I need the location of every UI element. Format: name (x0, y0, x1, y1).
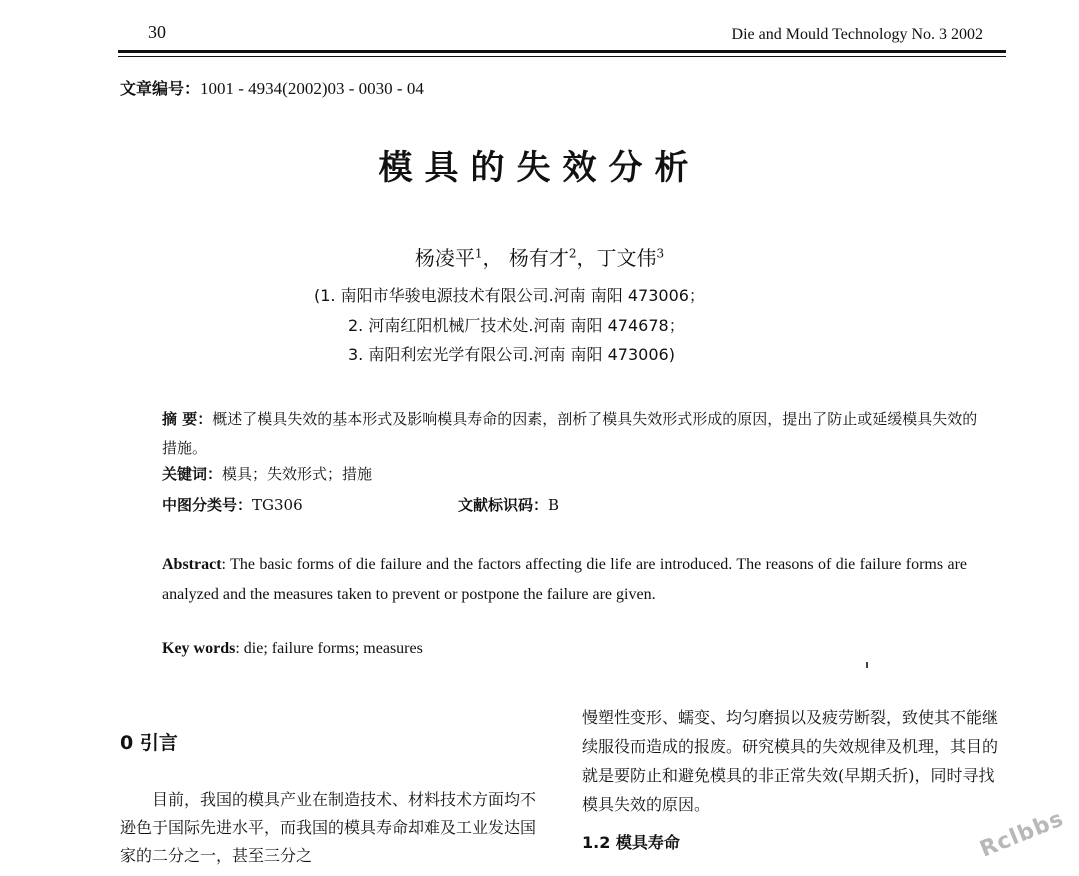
watermark-logo: Rclbbs (976, 806, 1068, 863)
keywords-cn-label: 关键词： (162, 465, 223, 483)
journal-header: Die and Mould Technology No. 3 2002 (731, 26, 983, 43)
affiliation-1: (1. 南阳市华骏电源技术有限公司.河南 南阳 473006； (314, 286, 705, 305)
keywords-en-label: Key words (162, 640, 236, 657)
author-sup: 2 (568, 246, 577, 261)
keywords-en-text: die; failure forms; measures (243, 640, 423, 657)
article-number (120, 76, 424, 99)
header-rule-thin (118, 56, 1006, 57)
article-number-value: 1001 - 4934(2002)03 - 0030 - 04 (200, 79, 424, 98)
section-heading-intro: 0 引言 (120, 732, 178, 754)
page-number: 30 (148, 22, 166, 42)
paper-title: 模具的失效分析 (378, 148, 701, 188)
classification-value: TG306 (252, 496, 303, 514)
document-code-value: B (548, 496, 560, 514)
left-column (120, 786, 550, 870)
classification-label: 中图分类号： (162, 496, 253, 514)
document-code (458, 494, 559, 515)
document-code-label: 文献标识码： (458, 496, 549, 514)
article-number-label: 文章编号： (120, 79, 201, 98)
affiliation-2: 2. 河南红阳机械厂技术处.河南 南阳 474678； (348, 316, 685, 335)
author-name: 杨凌平 (414, 246, 475, 270)
keywords-chinese (162, 463, 372, 484)
abstract-en-text: The basic forms of die failure and the factors affecting die life are introduced. The reasons of die failure forms are analyzed and the measures taken to prevent or postpone the failure are given. (162, 556, 968, 603)
body-paragraph: 慢塑性变形、蠕变、均匀磨损以及疲劳断裂，致使其不能继续服役而造成的报废。研究模具的失效规律及机理，其目的就是要防止和避免模具的非正常失效(早期夭折)，同时寻找模具失效的原因。 (582, 708, 999, 814)
keywords-cn-text: 模具；失效形式；措施 (222, 465, 373, 483)
abstract-english: Abstract: The basic forms of die failure and the factors affecting die life are introduced. The reasons of die failure forms are analyzed and the measures taken to prevent or postpone the failure are given. (162, 556, 968, 603)
abstract-en-label: Abstract (162, 556, 222, 573)
body-paragraph: 目前，我国的模具产业在制造技术、材料技术方面均不逊色于国际先进水平，而我国的模具寿命却难及工业发达国家的二分之一，甚至三分之 (120, 790, 537, 865)
header-rule (118, 50, 1006, 53)
author-sup: 1 (474, 246, 483, 261)
abstract-cn-text: 概述了模具失效的基本形式及影响模具寿命的因素，剖析了模具失效形式形成的原因，提出了防止或延缓模具失效的措施。 (162, 410, 978, 457)
right-column (582, 703, 1002, 819)
author-name: 杨有才 (508, 246, 569, 270)
abstract-chinese (162, 405, 982, 463)
author-list: 杨凌平$^1$， 杨有才$^2$，丁文伟$^3$ (414, 246, 665, 270)
abstract-cn-label: 摘 要： (162, 410, 213, 428)
classification-number (162, 494, 303, 515)
author-name: 丁文伟 (596, 246, 657, 270)
author-sup: 3 (656, 246, 665, 261)
section-heading-die-life: 1.2 模具寿命 (582, 833, 680, 852)
keywords-english: Key words: die; failure forms; measures (162, 640, 423, 657)
affiliation-3: 3. 南阳利宏光学有限公司.河南 南阳 473006) (348, 345, 675, 364)
stray-mark (866, 662, 868, 668)
